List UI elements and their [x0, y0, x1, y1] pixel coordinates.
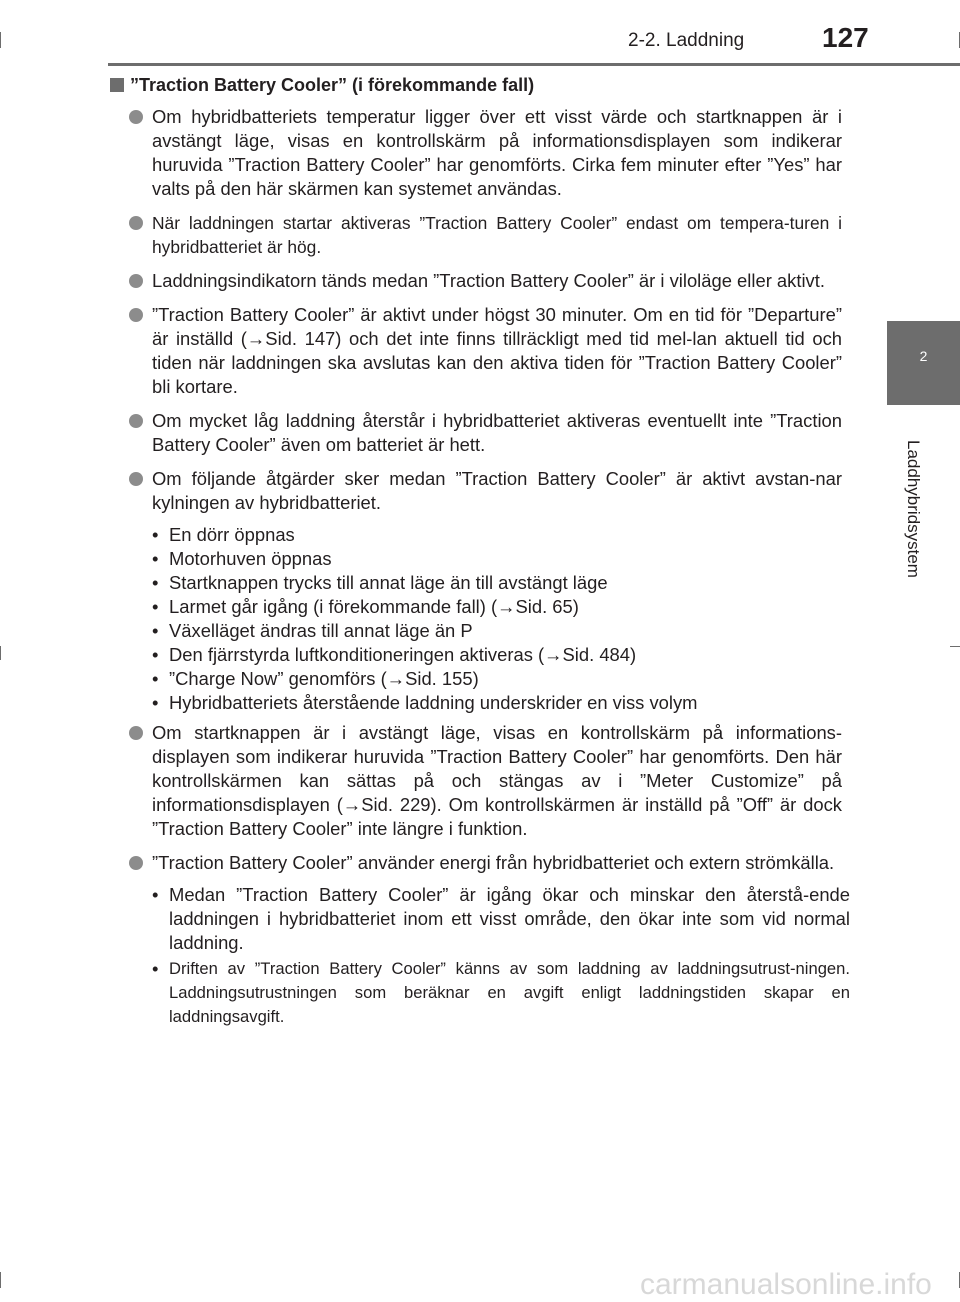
bullet-text: Om följande åtgärder sker medan ”Traction Battery Cooler” är aktivt avstan-nar kylningen av hybridbatteriet.	[152, 468, 842, 513]
bullet-text: ”Traction Battery Cooler” är aktivt under högst 30 minuter. Om en tid för ”Departure” är inställd (→Sid. 147) och det inte finns tillräckligt med tid mel-lan aktuell tid och tiden när laddningen ska avslutas kan den aktiva tiden för ”Traction Battery Cooler” bli kortare.	[152, 304, 842, 397]
list-item-text: Växelläget ändras till annat läge än P	[169, 620, 473, 641]
bullet-item	[108, 467, 842, 515]
bullet-text: Om mycket låg laddning återstår i hybridbatteriet aktiveras eventuellt inte ”Traction Battery Cooler” även om batteriet är hett.	[152, 410, 842, 455]
list-item-text: ”Charge Now” genomförs (→Sid. 155)	[169, 668, 479, 689]
page-content	[108, 73, 850, 1035]
trim-mark	[0, 646, 1, 660]
chapter-number: 2	[919, 348, 928, 364]
list-item	[152, 957, 850, 1029]
dot-bullet-icon: •	[152, 668, 159, 689]
chapter-title: Laddhybridsystem	[904, 440, 923, 578]
dot-bullet-icon: •	[152, 620, 159, 641]
list-item	[152, 691, 842, 715]
dot-bullet-icon: •	[152, 596, 159, 617]
list-item	[152, 523, 842, 547]
list-item	[152, 547, 842, 571]
circle-bullet-icon	[129, 110, 143, 124]
bullet-item	[108, 211, 842, 259]
condition-list	[152, 523, 842, 715]
page-header	[0, 0, 960, 64]
chapter-tab	[887, 321, 960, 405]
dot-bullet-icon: •	[152, 644, 159, 665]
circle-bullet-icon	[129, 308, 143, 322]
section-heading-text: ”Traction Battery Cooler” (i förekommande fall)	[130, 75, 535, 95]
list-item-text: Den fjärrstyrda luftkonditioneringen aktiveras (→Sid. 484)	[169, 644, 637, 665]
circle-bullet-icon	[129, 414, 143, 428]
square-bullet-icon	[110, 78, 124, 92]
list-item-text: Startknappen trycks till annat läge än till avstängt läge	[169, 572, 608, 593]
bullet-item	[108, 105, 842, 201]
header-rule	[108, 63, 960, 66]
list-item-text: Driften av ”Traction Battery Cooler” känns av som laddning av laddningsutrust-ningen. Laddningsutrustningen som beräknar en avgift enligt laddningstiden skapar en laddningsavgift.	[169, 959, 850, 1026]
list-item	[152, 619, 842, 643]
bullet-item	[108, 409, 842, 457]
bullet-text: Om hybridbatteriets temperatur ligger över ett visst värde och startknappen är i avstängt läge, visas en kontrollskärm på informationsdisplayen som indikerar huruvida ”Traction Battery Cooler” har genomförts. Cirka fem minuter efter ”Yes” har valts på den här skärmen kan systemet användas.	[152, 106, 842, 199]
energy-notes-list	[152, 883, 850, 1029]
bullet-text: ”Traction Battery Cooler” använder energi från hybridbatteriet och extern strömkälla.	[152, 852, 835, 873]
page-number: 127	[822, 22, 869, 53]
circle-bullet-icon	[129, 216, 143, 230]
list-item	[152, 667, 842, 691]
list-item-text: En dörr öppnas	[169, 524, 295, 545]
list-item-text: Hybridbatteriets återstående laddning underskrider en viss volym	[169, 692, 698, 713]
circle-bullet-icon	[129, 856, 143, 870]
list-item	[152, 643, 842, 667]
section-heading	[108, 73, 842, 97]
list-item	[152, 595, 842, 619]
list-item	[152, 571, 842, 595]
dot-bullet-icon: •	[152, 548, 159, 569]
list-item-text: Motorhuven öppnas	[169, 548, 332, 569]
trim-mark	[950, 646, 960, 647]
bullet-text: Laddningsindikatorn tänds medan ”Traction Battery Cooler” är i viloläge eller aktivt.	[152, 270, 825, 291]
watermark-text: carmanualsonline.info	[640, 1268, 932, 1301]
bullet-item	[108, 851, 842, 875]
dot-bullet-icon: •	[152, 958, 159, 979]
bullet-item	[108, 269, 842, 293]
circle-bullet-icon	[129, 472, 143, 486]
dot-bullet-icon: •	[152, 572, 159, 593]
bullet-text: När laddningen startar aktiveras ”Traction Battery Cooler” endast om tempera-turen i hybridbatteriet är hög.	[152, 213, 842, 257]
bullet-item	[108, 303, 842, 399]
dot-bullet-icon: •	[152, 884, 159, 905]
circle-bullet-icon	[129, 726, 143, 740]
circle-bullet-icon	[129, 274, 143, 288]
bullet-text: Om startknappen är i avstängt läge, visas en kontrollskärm på informations-displayen som indikerar huruvida ”Traction Battery Cooler” har genomförts. Den här kontrollskärmen kan sättas på och stängas av i ”Meter Customize” på informationsdisplayen (→Sid. 229). Om kontrollskärmen är inställd på ”Off” är dock ”Traction Battery Cooler” inte längre i funktion.	[152, 722, 842, 839]
trim-mark	[0, 1272, 1, 1288]
list-item	[152, 883, 850, 955]
list-item-text: Larmet går igång (i förekommande fall) (→Sid. 65)	[169, 596, 579, 617]
bullet-item	[108, 721, 842, 841]
list-item-text: Medan ”Traction Battery Cooler” är igång ökar och minskar den återstå-ende laddningen i hybridbatteriet inom ett visst område, den ökar inte som vid normal laddning.	[169, 884, 850, 953]
section-title: 2-2. Laddning	[628, 30, 745, 51]
dot-bullet-icon: •	[152, 692, 159, 713]
dot-bullet-icon: •	[152, 524, 159, 545]
